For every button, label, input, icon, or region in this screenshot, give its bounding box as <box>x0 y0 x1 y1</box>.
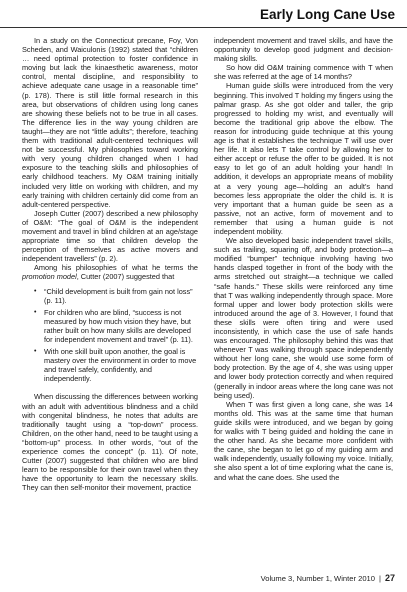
paragraph: Among his philosophies of what he terms the promotion model, Cutter (2007) suggested that <box>22 263 198 282</box>
header-divider <box>0 27 407 28</box>
page-number: 27 <box>384 573 395 583</box>
footer-separator: | <box>379 574 381 583</box>
running-header-title: Early Long Cane Use <box>259 7 395 22</box>
running-header <box>0 0 407 27</box>
paragraph: Joseph Cutter (2007) described a new philosophy of O&M: “The goal of O&M is the independent movement and travel in blind children at an age/stage appropriate time so that children develop the perception of themselves as active movers and independent travellers” (p. 2). <box>22 208 198 264</box>
bullet-icon: • <box>34 308 37 316</box>
list-item: • For children who are blind, “success is not measured by how much vision they have, but rather built on how many skills are developed for independent movement and travel” (p. 11). <box>34 307 193 344</box>
paragraph: independent movement and travel skills, and have the opportunity to develop good judgment and decision-making skills. <box>214 36 393 64</box>
right-column <box>214 36 393 482</box>
list-item: • With one skill built upon another, the goal is mastery over the environment in order to move and travel safely, confidently, and independently. <box>34 347 197 384</box>
left-column <box>22 36 198 493</box>
page-footer <box>261 573 395 583</box>
paragraph: When T was first given a long cane, she was 14 months old. This was at the same time that human guide skills were introduced, and we began by going for walks with T being guided and holding the cane in the other hand. As she became more confident with the cane, she began to let go of my guiding arm and walk independently, usually following my voice. Initially, she also spent a lot of time exploring what the cane is, and what the cane does. She used the <box>214 399 393 482</box>
italic-term: promotion model <box>22 272 77 282</box>
paragraph: When discussing the differences between working with an adult with adventitious blindness and a child with congenital blindness, he notes that adults are traditionally taught using a “top-down” process. Children, on the other hand, need to be taught using a “bottom-up” process. In other words, “out of the experience comes the concept” (p. 11). Of note, Cutter (2007) suggested that children who are blind learn to be responsible for their own travel when they have the opportunity to learn the necessary skills. They can then self-monitor their movement, practice <box>22 392 198 493</box>
issue-info: Volume 3, Number 1, Winter 2010 <box>260 574 375 583</box>
bullet-icon: • <box>34 348 37 356</box>
list-item: • “Child development is built from gain not loss” (p. 11). <box>34 286 193 305</box>
paragraph: Human guide skills were introduced from the very beginning. This involved T holding my fingers using the palmar grasp. As she got older and taller, the grip progressed to holding my wrist, and eventually will become the traditional grip above the elbow. The reason for introducing guide technique at this young age is that it establishes the technique T will use over her life. It also lets T take control by allowing her to either accept or refuse the offer to be guided. It is not easy to let go of an adult holding your hand! In addition, it develops an appropriate means of mobility at a very young age—holding an adult’s hand becomes less appropriate the older the child is. It is very important that a human guide be seen as a passive, not an active, form of movement and to remember that using a human guide is not independent mobility. <box>214 81 393 236</box>
bullet-list <box>22 287 198 384</box>
paragraph: We also developed basic independent travel skills, such as trailing, squaring off, and body protection—a modified “bumper” technique involving having two hands clasped together in front of the body with the arms stretched out straight—a technique we called “safe hands.” These skills were reinforced any time that T was walking independently through space. More formal upper and lower body protection skills were introduced around the age of 3. However, I found that these skills were often tiring and were used inconsistently, in which case the use of safe hands was encouraged. The philosophy behind this was that whenever T was walking through space independently without her long cane, she would use some form of body protection. By the age of 4, she was using upper and lower body protection correctly and when required (generally in indoor areas where the long cane was not being used). <box>214 236 393 400</box>
paragraph: So how did O&M training commence with T when she was referred at the age of 14 months? <box>214 63 393 82</box>
paragraph: In a study on the Connecticut precane, Foy, Von Scheden, and Waiculonis (1992) stated that “children … need optimal protection to foster confidence in moving but lack the kinaesthetic awareness, motor control, mental discipline, and responsibility to achieve adequate cane usage in a reasonable time” (p. 178). There is still little formal research in this area, but observations of children using long canes are showing these beliefs not to be true in all cases. The difference lies in the way young children are taught—they are not “little adults”; therefore, teaching them with traditional adult-centered techniques will not be successful. My philosophies toward working with very young children changed when I had exposure to the teaching skills and philosophies of early childhood teachers. My O&M training initially included very little on working with children, and my early training with children certainly did come from an adult-centered perspective. <box>22 36 198 209</box>
bullet-icon: • <box>34 287 37 295</box>
